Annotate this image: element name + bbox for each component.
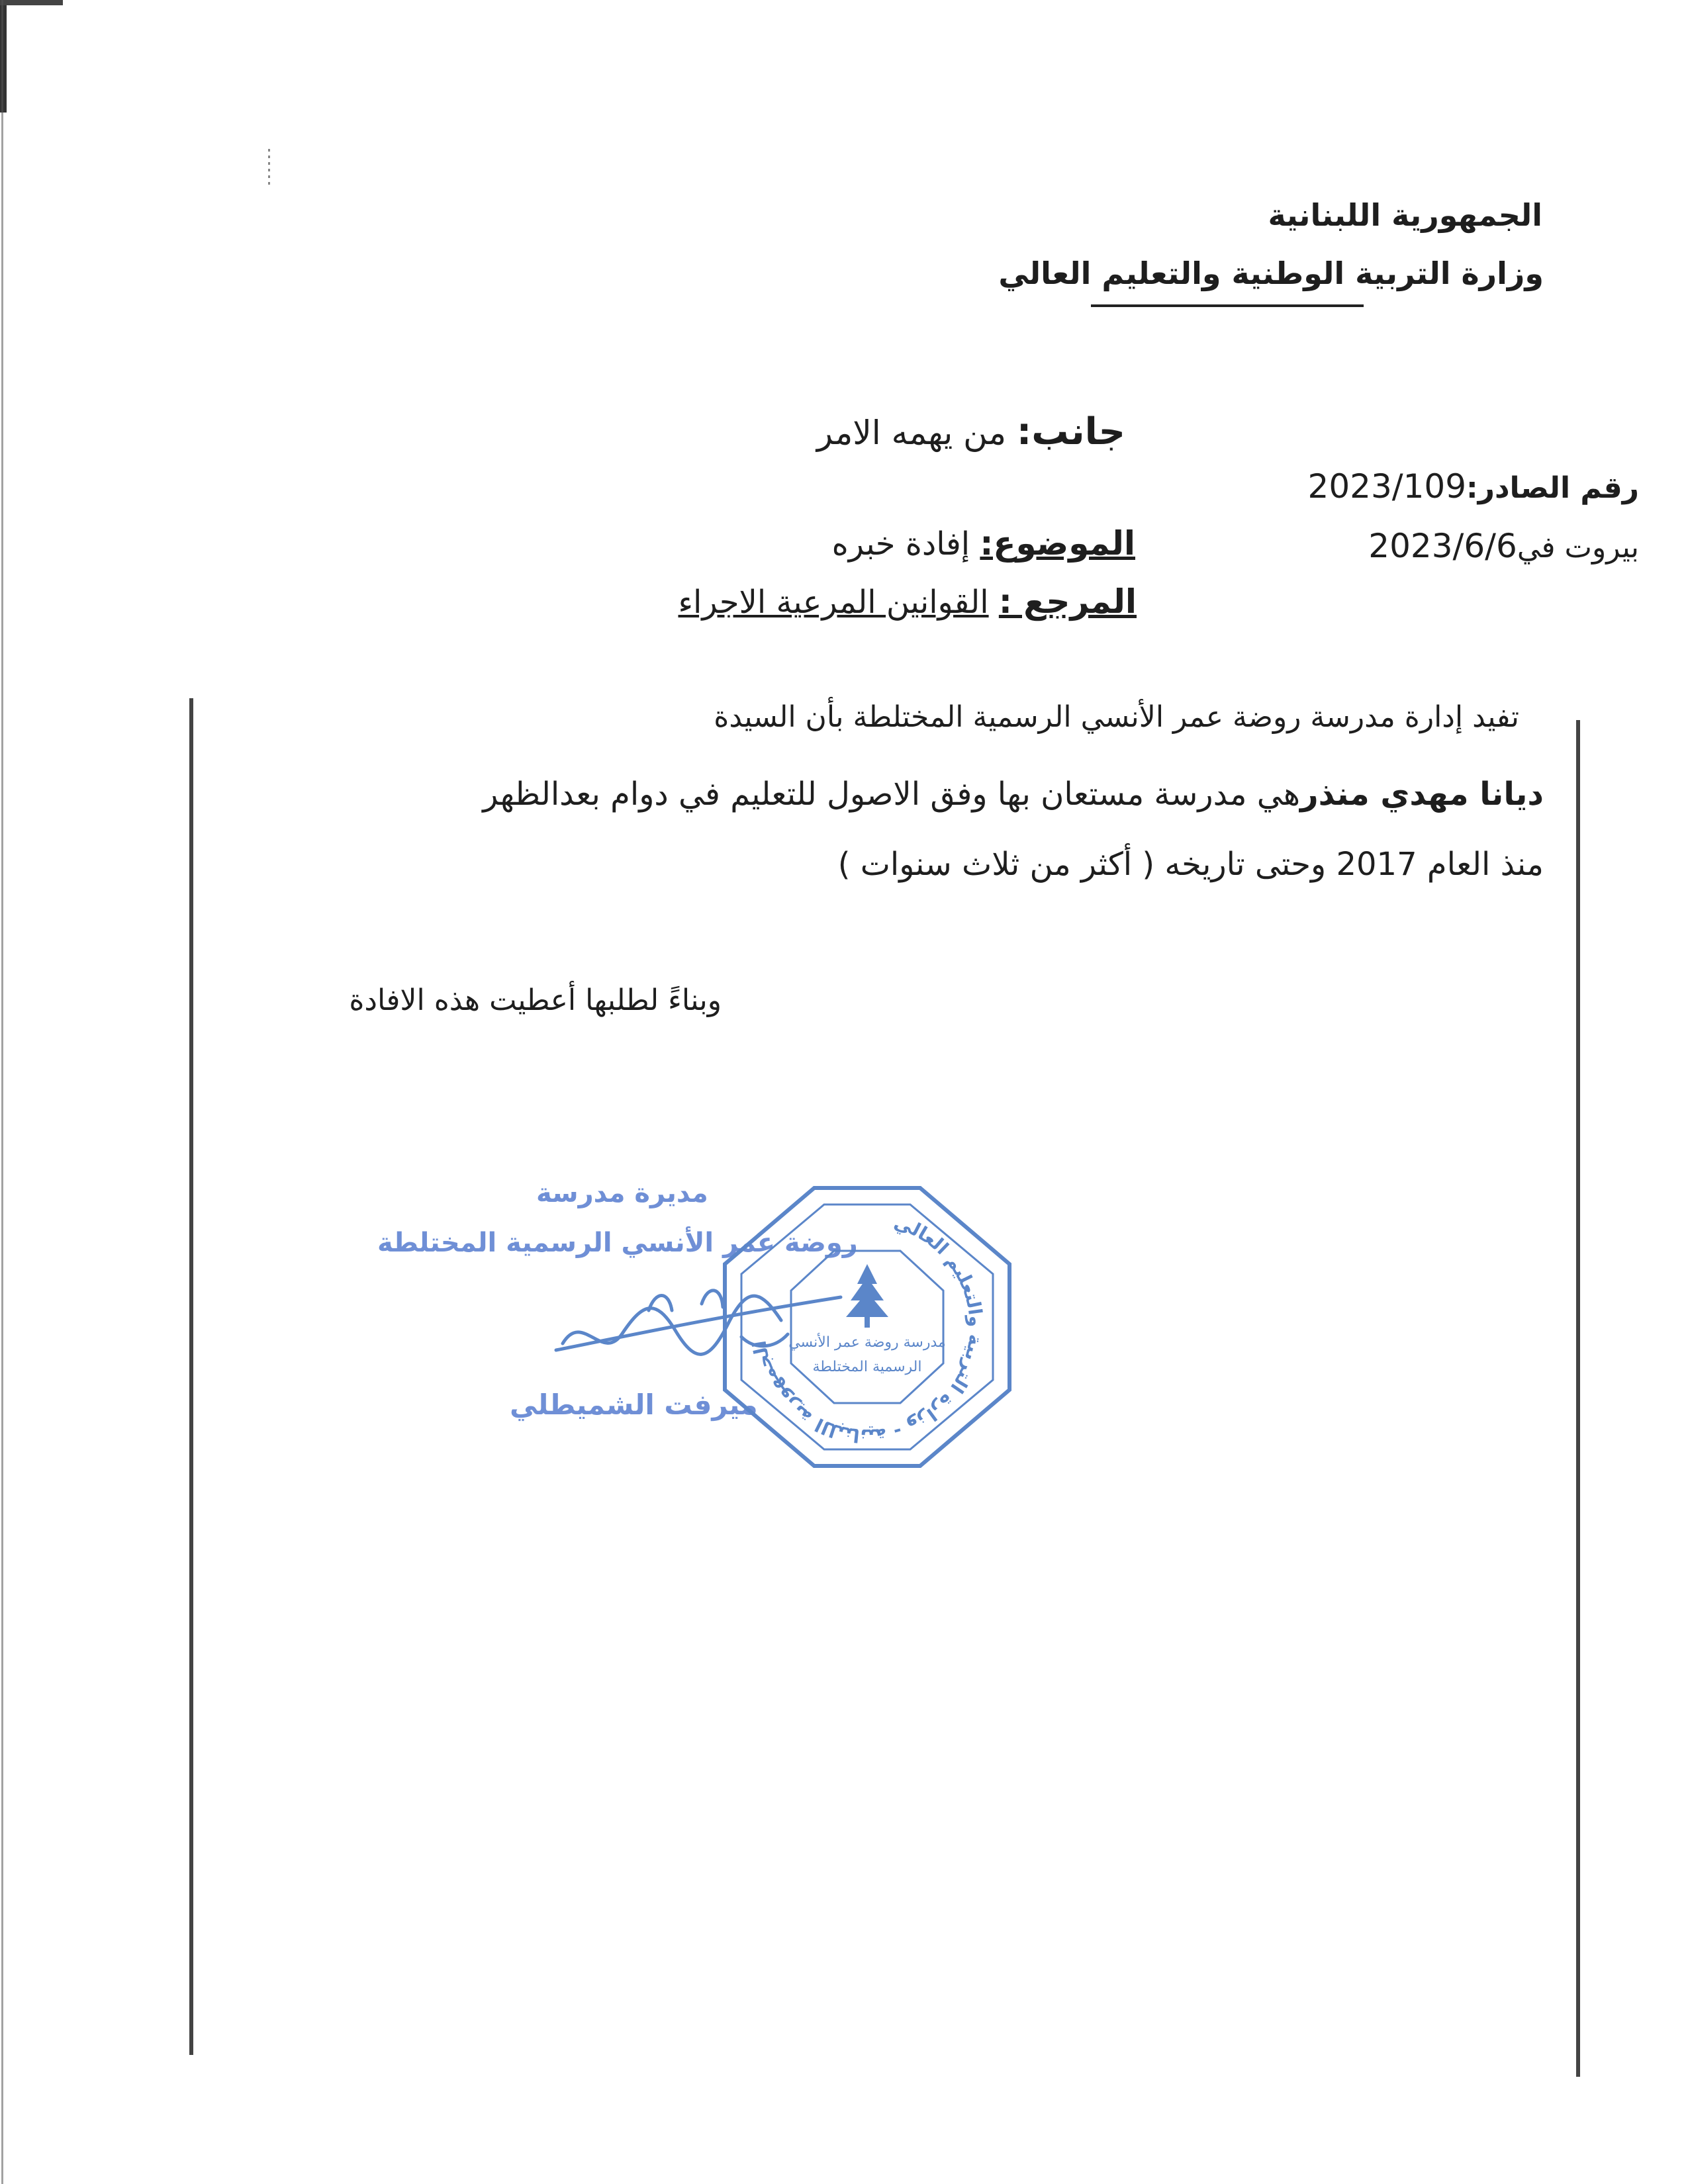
ministry-underline (1091, 304, 1364, 307)
signatory-title: مديرة مدرسة (536, 1178, 708, 1208)
issue-date-value: 2023/6/6 (1368, 527, 1517, 565)
signatory-school: روضة عمر الأنسي الرسمية المختلطة (377, 1228, 858, 1258)
frame-line-left (189, 698, 193, 2055)
scan-dotted-mark (268, 149, 270, 185)
reference-number-value: 2023/109 (1307, 467, 1467, 506)
body-line-1: تفيد إدارة مدرسة روضة عمر الأنسي الرسمية المختلطة بأن السيدة (714, 700, 1519, 734)
cedar-tree-icon (846, 1264, 888, 1328)
legal-reference-value: القوانين المرعية الاجراء (678, 584, 989, 621)
body-line-2-rest: هي مدرسة مستعان بها وفق الاصول للتعليم في دوام بعدالظهر (483, 776, 1301, 813)
legal-reference-label: المرجع : (998, 582, 1137, 621)
frame-line-right (1576, 720, 1580, 2077)
body-line-3: منذ العام 2017 وحتى تاريخه ( أكثر من ثلاث سنوات ) (837, 846, 1544, 883)
republic-heading: الجمهورية اللبنانية (1268, 197, 1542, 233)
issue-date-label: بيروت في (1517, 531, 1639, 565)
person-name: ديانا مهدي منذر (1300, 776, 1544, 813)
reference-number (1308, 467, 1639, 506)
stamp-inner-line-2: الرسمية المختلطة (812, 1359, 922, 1375)
addressee-value: من يهمه الامر (816, 414, 1006, 452)
subject-value: إفادة خبره (831, 525, 970, 563)
body-line-2 (483, 776, 1544, 813)
subject-label: الموضوع: (980, 524, 1135, 563)
scan-corner-mark-horizontal (0, 0, 63, 5)
stamp-outer-text: الجمهورية اللبنانية - وزارة التربية والتعليم العالي (748, 1210, 988, 1447)
scan-edge-line (1, 0, 3, 2184)
subject-line (832, 524, 1135, 563)
svg-text:الجمهورية اللبنانية - وزارة ال (748, 1211, 987, 1447)
legal-reference-line (678, 582, 1137, 621)
closing-line: وبناءً لطلبها أعطيت هذه الافادة (349, 983, 722, 1017)
addressee-line (817, 410, 1125, 453)
stamp-inner-line-1: مدرسة روضة عمر الأنسي (788, 1334, 946, 1351)
addressee-label: جانب: (1016, 410, 1125, 453)
ministry-heading: وزارة التربية الوطنية والتعليم العالي (998, 255, 1544, 291)
signatory-name: ميرفت الشميطلي (510, 1388, 758, 1421)
issue-date (1368, 527, 1639, 565)
reference-number-label: رقم الصادر: (1466, 471, 1639, 505)
official-stamp (715, 1178, 1019, 1476)
